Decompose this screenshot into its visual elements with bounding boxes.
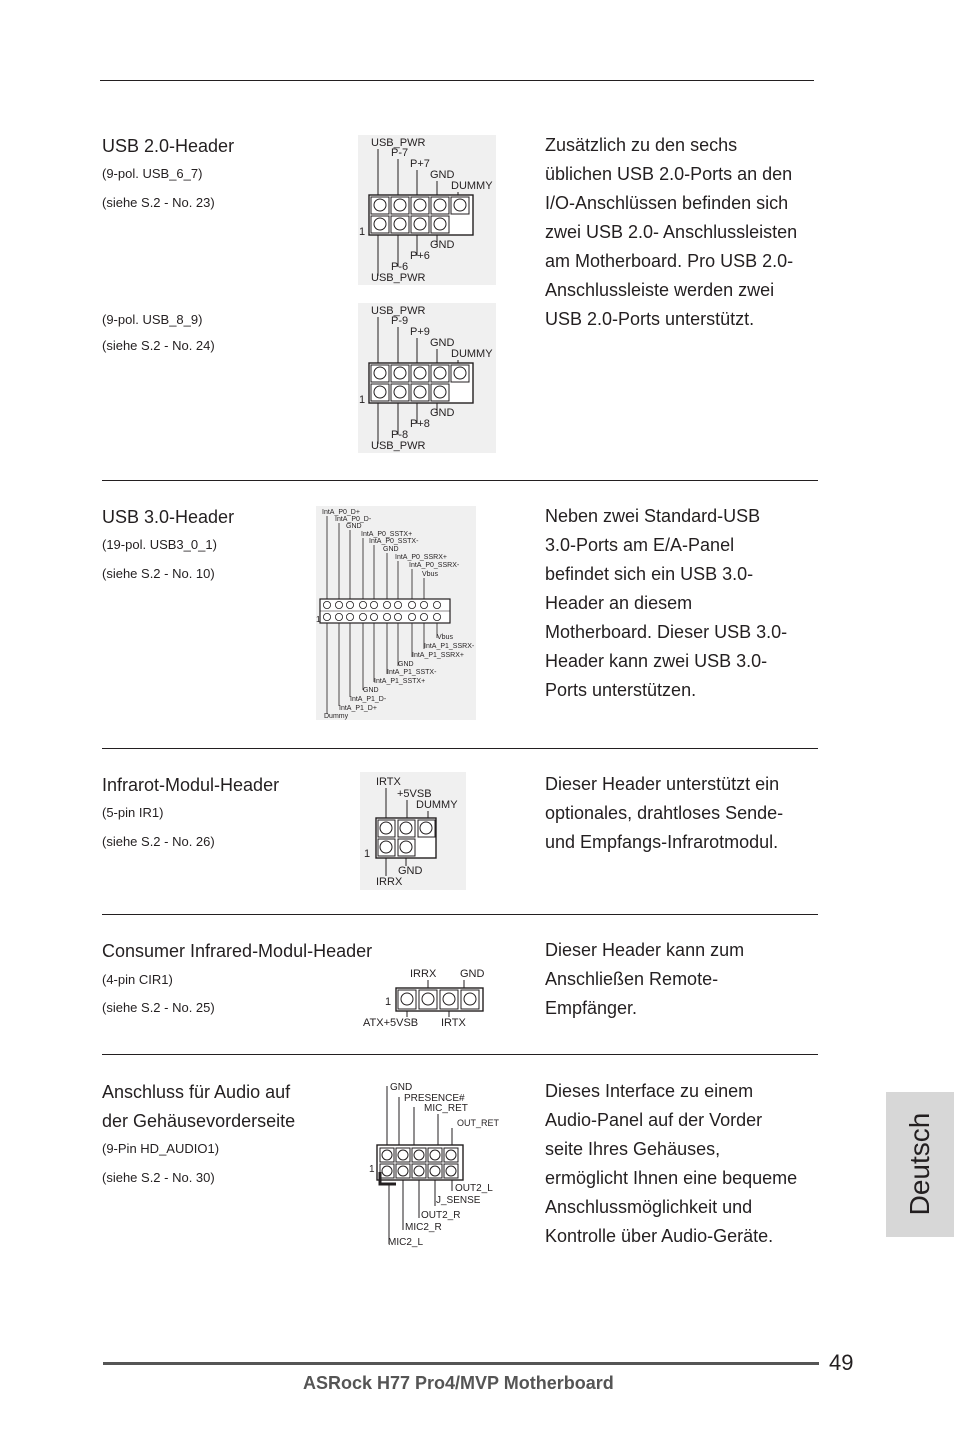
pin-label: GND (383, 546, 399, 553)
pin-label: GND (460, 968, 485, 980)
section-divider (102, 748, 818, 749)
pin-label: GND (346, 523, 362, 530)
usb2-sub2: (9-pol. USB_8_9) (102, 312, 203, 327)
pin-label: IntA_P0_D- (335, 516, 372, 523)
pin-label: IntA_P0_SSTX+ (361, 531, 413, 538)
pin-label: MIC2_L (388, 1237, 424, 1248)
pin-one-marker: 1 (369, 1164, 375, 1175)
pin-label: GND (430, 169, 455, 181)
pin-label: USB_PWR (371, 440, 426, 452)
pin-label: MIC_RET (424, 1103, 468, 1114)
pin-one-marker: 1 (359, 394, 366, 406)
audio-ref: (siehe S.2 - No. 30) (102, 1170, 215, 1185)
pin-one-marker: 1 (359, 226, 366, 238)
desc-line: Neben zwei Standard-USB (545, 506, 761, 526)
desc-line: und Empfangs-Infrarotmodul. (545, 832, 779, 852)
desc-line: Ports unterstützen. (545, 680, 697, 700)
pin-label: IntA_P0_SSRX+ (395, 554, 447, 561)
pin-label: Vbus (422, 571, 438, 578)
usb2-ref2: (siehe S.2 - No. 24) (102, 338, 215, 353)
pin-one-marker: 1 (364, 848, 371, 860)
usb2-ref1: (siehe S.2 - No. 23) (102, 195, 215, 210)
pin-label: IntA_P1_SSTX- (387, 669, 437, 676)
pin-label: IntA_P1_SSRX+ (412, 652, 464, 659)
pin-label: P+6 (410, 250, 430, 262)
desc-line: Anschließen Remote- (545, 969, 719, 989)
pin-label: GND (430, 407, 455, 419)
desc-line: ermöglicht Ihnen eine bequeme (545, 1168, 798, 1188)
page-number: 49 (829, 1350, 854, 1375)
footer-rule (103, 1362, 819, 1365)
pin-one-marker: 1 (316, 615, 321, 624)
desc-line: am Motherboard. Pro USB 2.0- (545, 251, 794, 271)
desc-line: Zusätzlich zu den sechs (545, 135, 738, 155)
desc-line: I/O-Anschlüssen befinden sich (545, 193, 789, 213)
pin-label: IntA_P1_D- (350, 696, 387, 703)
pin-label: DUMMY (451, 348, 493, 360)
pin-label: PRESENCE# (404, 1093, 465, 1104)
cir-description (545, 936, 825, 1023)
desc-line: 3.0-Ports am E/A-Panel (545, 535, 735, 555)
pin-label: USB_PWR (371, 305, 426, 317)
cir-title: Consumer Infrared-Modul-Header (102, 941, 373, 961)
pin-label: P+9 (410, 326, 430, 338)
usb2-header-diagram-a (358, 135, 496, 285)
pin-label: P+8 (410, 418, 430, 430)
usb3-sub: (19-pol. USB3_0_1) (102, 537, 217, 552)
footer-product-name: ASRock H77 Pro4/MVP Motherboard (303, 1373, 614, 1393)
pin-label: IRRX (410, 968, 437, 980)
ir-description (545, 770, 825, 857)
usb2-header-diagram-b (358, 303, 496, 453)
cir-sub: (4-pin CIR1) (102, 972, 173, 987)
pin-label: IntA_P1_SSTX+ (374, 678, 426, 685)
pin-label: J_SENSE (436, 1195, 481, 1206)
desc-line: Kontrolle über Audio-Geräte. (545, 1226, 774, 1246)
hd-audio-header-diagram (366, 1078, 506, 1250)
pin-label: IRTX (376, 776, 401, 788)
desc-line: zwei USB 2.0- Anschlussleisten (545, 222, 798, 242)
usb3-header-diagram (316, 506, 476, 720)
desc-line: Anschlussleiste werden zwei (545, 280, 775, 300)
desc-line: Audio-Panel auf der Vorder (545, 1110, 763, 1130)
pin-label: Vbus (437, 634, 453, 641)
pin-label: IntA_P1_D+ (339, 705, 377, 712)
pin-label: GND (430, 239, 455, 251)
audio-title-line2: der Gehäusevorderseite (102, 1111, 296, 1131)
language-tab-label: Deutsch (904, 1112, 935, 1216)
audio-description (545, 1077, 825, 1251)
audio-title-line1: Anschluss für Audio auf (102, 1082, 291, 1102)
cir-ref: (siehe S.2 - No. 25) (102, 1000, 215, 1015)
usb3-ref: (siehe S.2 - No. 10) (102, 566, 215, 581)
pin-label: MIC2_R (405, 1222, 442, 1233)
audio-sub: (9-Pin HD_AUDIO1) (102, 1141, 220, 1156)
pin-label: P-7 (391, 147, 409, 159)
usb2-description (545, 131, 825, 334)
pin-label: IntA_P1_SSRX- (424, 643, 475, 650)
ir-ref: (siehe S.2 - No. 26) (102, 834, 215, 849)
pin-label: Dummy (324, 713, 349, 720)
section-divider (102, 1054, 818, 1055)
ir-sub: (5-pin IR1) (102, 805, 164, 820)
pin-label: +5VSB (397, 788, 432, 800)
pin-label: USB_PWR (371, 137, 426, 149)
desc-line: befindet sich ein USB 3.0- (545, 564, 754, 584)
pin-label: GND (398, 661, 414, 668)
pin-label: ATX+5VSB (363, 1017, 419, 1029)
desc-line: üblichen USB 2.0-Ports an den (545, 164, 793, 184)
language-tab (886, 1092, 954, 1237)
pin-label: USB_PWR (371, 272, 426, 284)
pin-label: P-9 (391, 315, 409, 327)
section-divider (102, 480, 818, 481)
cir-header-diagram (360, 964, 496, 1030)
desc-line: Header kann zwei USB 3.0- (545, 651, 768, 671)
pin-label: IntA_P0_D+ (322, 509, 360, 516)
desc-line: Motherboard. Dieser USB 3.0- (545, 622, 788, 642)
pin-label: IRTX (441, 1017, 466, 1029)
usb3-description (545, 502, 825, 705)
desc-line: USB 2.0-Ports unterstützt. (545, 309, 755, 329)
pin-label: IntA_P0_SSRX- (409, 562, 460, 569)
desc-line: Header an diesem (545, 593, 693, 613)
pin-label: GND (390, 1082, 413, 1093)
usb2-title: USB 2.0-Header (102, 136, 235, 156)
ir-title: Infrarot-Modul-Header (102, 775, 280, 795)
desc-line: seite Ihres Gehäuses, (545, 1139, 721, 1159)
section-divider (102, 914, 818, 915)
pin-label: GND (363, 687, 379, 694)
usb3-title: USB 3.0-Header (102, 507, 235, 527)
pin-label: P-8 (391, 429, 409, 441)
pin-label: OUT2_R (421, 1210, 461, 1221)
pin-label: OUT2_L (455, 1183, 493, 1194)
desc-line: Dieses Interface zu einem (545, 1081, 754, 1101)
pin-label: DUMMY (416, 799, 458, 811)
pin-label: IntA_P0_SSTX- (369, 538, 419, 545)
header-rule (100, 80, 814, 81)
ir-header-diagram (360, 772, 466, 890)
desc-line: Dieser Header kann zum (545, 940, 745, 960)
pin-one-marker: 1 (385, 996, 392, 1008)
desc-line: Empfänger. (545, 998, 638, 1018)
desc-line: Dieser Header unterstützt ein (545, 774, 780, 794)
pin-label: DUMMY (451, 180, 493, 192)
pin-label: OUT_RET (457, 1118, 500, 1128)
desc-line: Anschlussmöglichkeit und (545, 1197, 753, 1217)
desc-line: optionales, drahtloses Sende- (545, 803, 784, 823)
pin-label: P-6 (391, 261, 409, 273)
pin-label: GND (398, 865, 423, 877)
pin-label: GND (430, 337, 455, 349)
usb2-sub1: (9-pol. USB_6_7) (102, 166, 203, 181)
pin-label: IRRX (376, 876, 403, 888)
pin-label: P+7 (410, 158, 430, 170)
